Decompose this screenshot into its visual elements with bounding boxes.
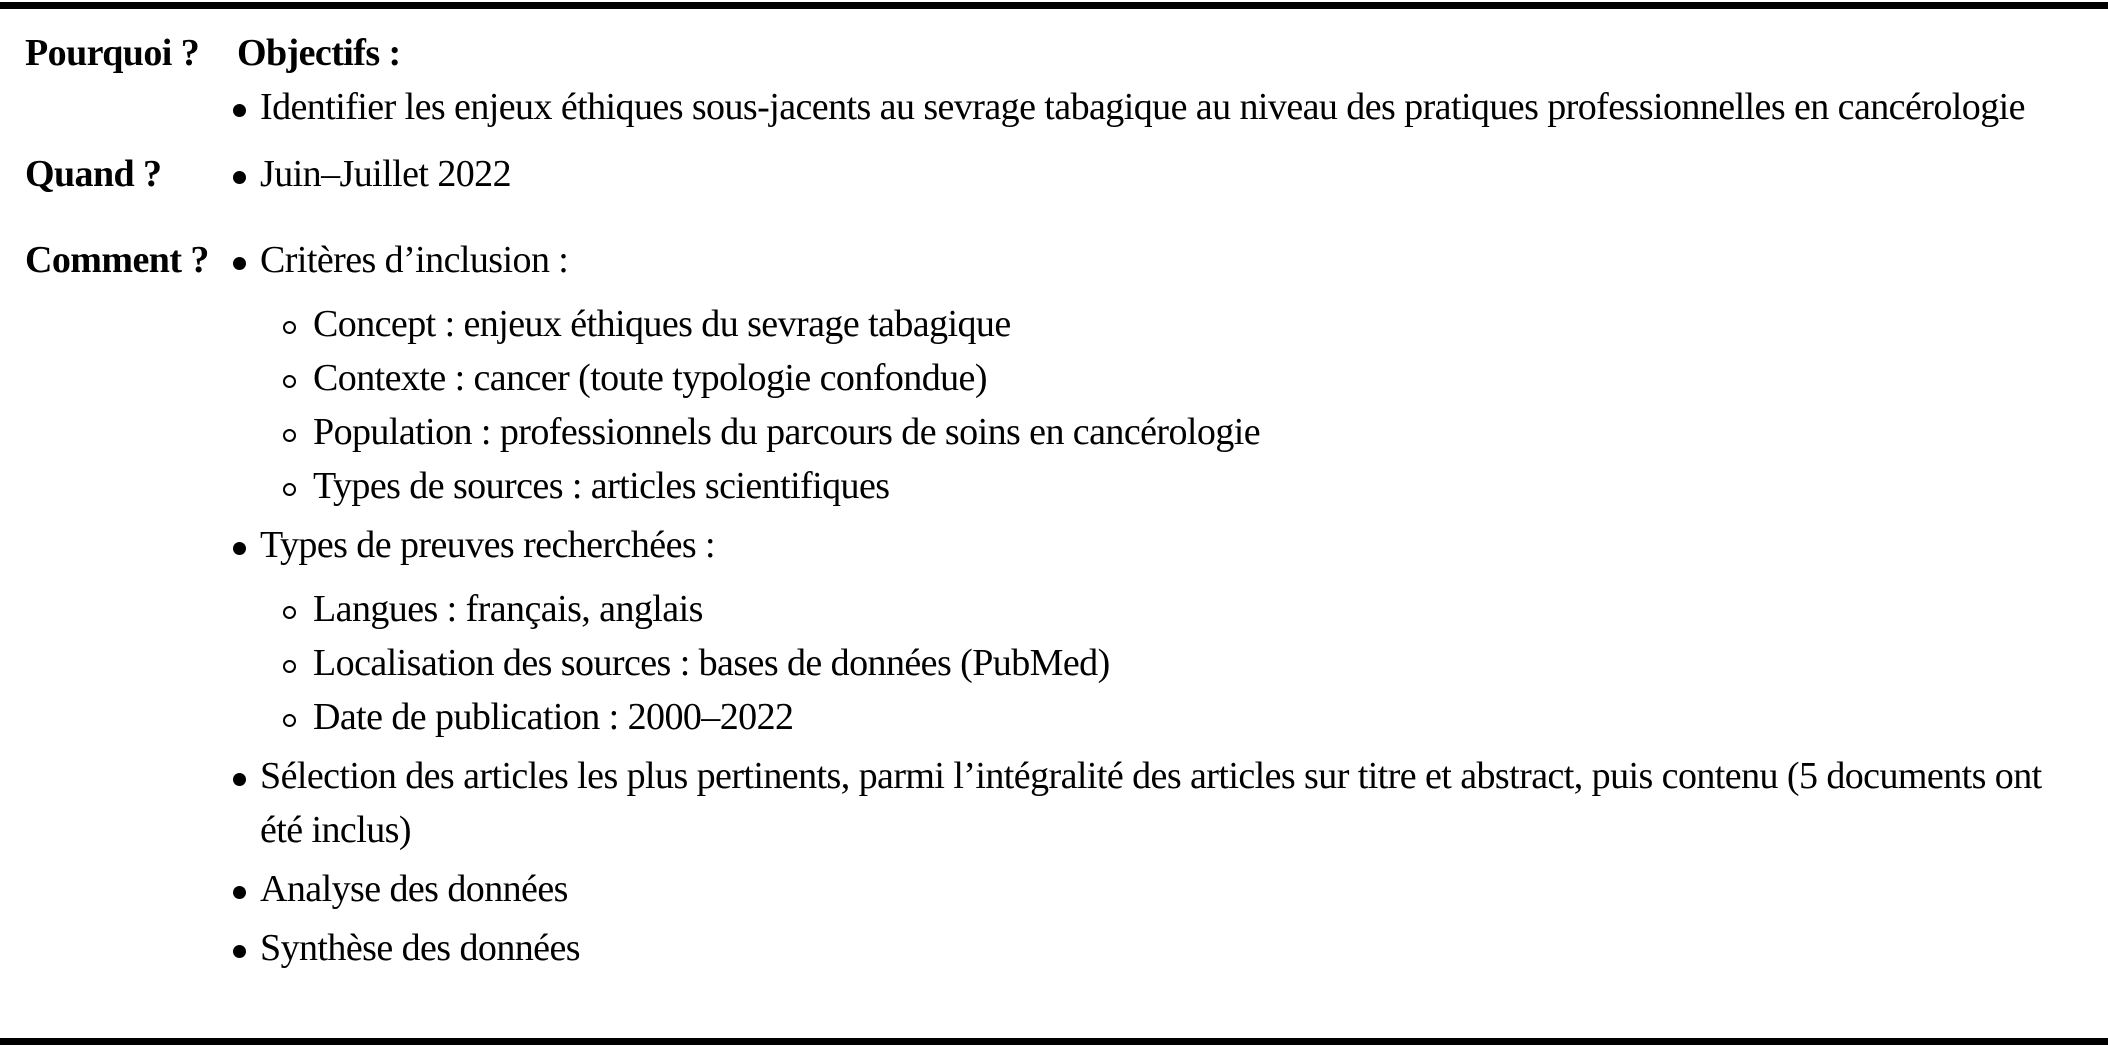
row-content-pourquoi <box>237 26 2088 134</box>
bullet-icon <box>233 104 246 117</box>
row-content-quand <box>237 147 2088 201</box>
sub-list-item <box>283 690 2088 744</box>
row-pourquoi <box>25 26 2088 134</box>
bullet-list <box>237 147 2088 201</box>
row-quand <box>25 147 2088 201</box>
sub-bullet-list <box>283 297 2088 513</box>
row-label-pourquoi: Pourquoi ? <box>25 32 200 74</box>
bullet-icon <box>233 257 246 270</box>
row-content-comment <box>237 233 2088 975</box>
sub-list-item-text: Contexte : cancer (toute typologie confondue) <box>313 357 987 399</box>
list-item <box>237 862 2088 916</box>
sub-list-item <box>283 297 2088 351</box>
list-item-text: Juin–Juillet 2022 <box>260 153 512 195</box>
circle-bullet-icon <box>283 660 296 673</box>
row-label-quand: Quand ? <box>25 153 162 195</box>
bullet-icon <box>233 945 246 958</box>
list-item <box>237 749 2088 857</box>
circle-bullet-icon <box>283 375 296 388</box>
list-item <box>237 518 2088 744</box>
circle-bullet-icon <box>283 321 296 334</box>
list-item <box>237 921 2088 975</box>
circle-bullet-icon <box>283 483 296 496</box>
sub-list-item <box>283 405 2088 459</box>
row-comment <box>25 233 2088 975</box>
bullet-icon <box>233 171 246 184</box>
bullet-icon <box>233 773 246 786</box>
row-label-comment: Comment ? <box>25 239 209 281</box>
sub-list-item-text: Population : professionnels du parcours de soins en cancérologie <box>313 411 1261 453</box>
sub-list-item <box>283 636 2088 690</box>
sub-list-item <box>283 582 2088 636</box>
circle-bullet-icon <box>283 714 296 727</box>
sub-list-item-text: Localisation des sources : bases de données (PubMed) <box>313 642 1110 684</box>
list-item <box>237 233 2088 513</box>
sub-list-item-text: Date de publication : 2000–2022 <box>313 696 794 738</box>
list-item <box>237 80 2088 134</box>
sub-list-item-text: Types de sources : articles scientifiques <box>313 465 890 507</box>
objectives-heading: Objectifs : <box>237 32 401 74</box>
list-item-text: Critères d’inclusion : <box>260 239 569 281</box>
bullet-icon <box>233 886 246 899</box>
sub-list-item-text: Concept : enjeux éthiques du sevrage tabagique <box>313 303 1011 345</box>
bullet-list <box>237 233 2088 975</box>
list-item-text: Analyse des données <box>260 868 568 910</box>
bullet-icon <box>233 542 246 555</box>
summary-table <box>0 2 2108 1045</box>
bullet-list <box>237 80 2088 134</box>
circle-bullet-icon <box>283 429 296 442</box>
list-item-text: Identifier les enjeux éthiques sous-jacents au sevrage tabagique au niveau des pratiques professionnelles en cancérologie <box>260 86 2025 128</box>
list-item-text: Sélection des articles les plus pertinents, parmi l’intégralité des articles sur titre et abstract, puis contenu (5 documents ont été inclus) <box>260 755 2042 851</box>
sub-list-item <box>283 459 2088 513</box>
sub-list-item <box>283 351 2088 405</box>
list-item <box>237 147 2088 201</box>
list-item-text: Types de preuves recherchées : <box>260 524 716 566</box>
sub-bullet-list <box>283 582 2088 744</box>
list-item-text: Synthèse des données <box>260 927 580 969</box>
sub-list-item-text: Langues : français, anglais <box>313 588 703 630</box>
circle-bullet-icon <box>283 606 296 619</box>
